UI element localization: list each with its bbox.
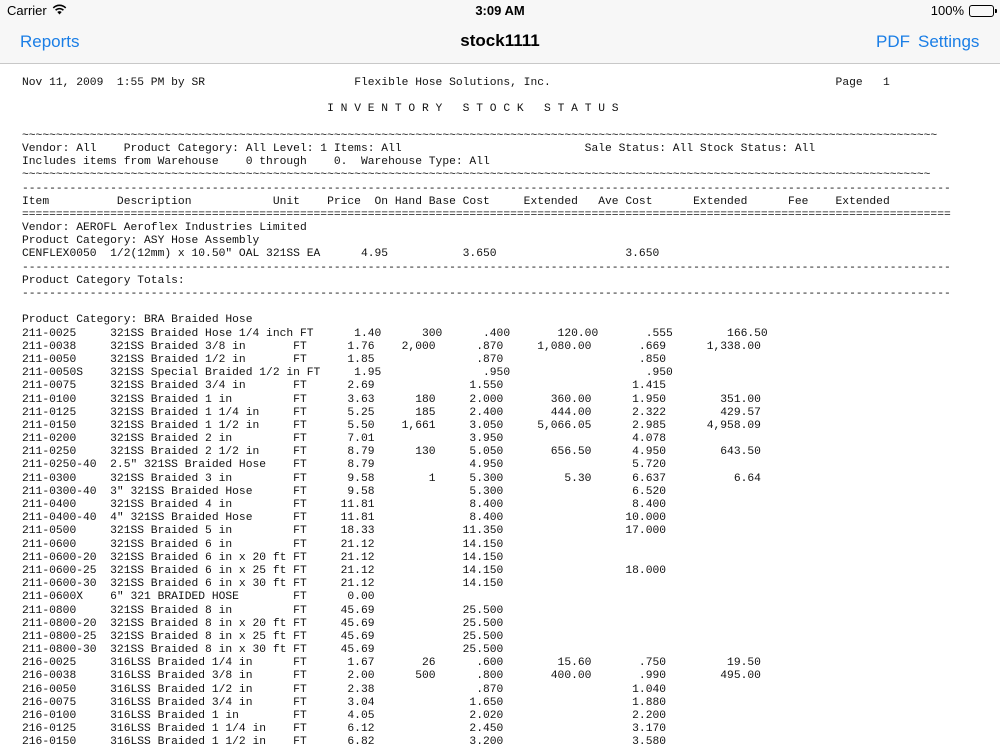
report-line: 211-0038 321SS Braided 3/8 in FT 1.76 2,000 .870 1,080.00 .669 1,338.00 [22, 340, 761, 353]
report-line: Vendor: AEROFL Aeroflex Industries Limited [22, 222, 307, 235]
report-line: 211-0800-25 321SS Braided 8 in x 25 ft FT 45.69 25.500 [22, 630, 504, 643]
report-line [22, 117, 951, 130]
status-time: 3:09 AM [475, 3, 525, 18]
report-text [22, 77, 951, 750]
report-line: 211-0100 321SS Braided 1 in FT 3.63 180 2.000 360.00 1.950 351.00 [22, 393, 761, 406]
report-line: 211-0025 321SS Braided Hose 1/4 inch FT 1.40 300 .400 120.00 .555 166.50 [22, 327, 768, 340]
report-line: 211-0075 321SS Braided 3/4 in FT 2.69 1.550 1.415 [22, 380, 667, 393]
battery-percent: 100% [930, 3, 964, 18]
report-line: ----------------------------------------------------------------------------------------------------------------------------------------- [22, 288, 951, 300]
report-line: 211-0400-40 4" 321SS Braided Hose FT 11.81 8.400 10.000 [22, 512, 667, 525]
report-line: 216-0125 316LSS Braided 1 1/4 in FT 6.12 2.450 3.170 [22, 723, 667, 736]
report-line: 211-0500 321SS Braided 5 in FT 18.33 11.350 17.000 [22, 525, 667, 538]
report-line: 211-0200 321SS Braided 2 in FT 7.01 3.950 4.078 [22, 433, 667, 446]
report-line: 211-0300-40 3" 321SS Braided Hose FT 9.58 5.300 6.520 [22, 485, 667, 498]
pdf-button[interactable]: PDF [876, 32, 910, 51]
report-title: I N V E N T O R Y S T O C K S T A T U S [327, 103, 619, 116]
report-line: 211-0600-25 321SS Braided 6 in x 25 ft FT 21.12 14.150 18.000 [22, 564, 667, 577]
status-right [931, 3, 994, 18]
report-line: 216-0025 316LSS Braided 1/4 in FT 1.67 26 .600 15.60 .750 19.50 [22, 657, 761, 670]
report-line: ========================================================================================================================================= [22, 208, 951, 221]
report-line: 211-0800-20 321SS Braided 8 in x 20 ft FT 45.69 25.500 [22, 617, 504, 630]
page-title: stock1111 [460, 31, 540, 50]
reports-back-button[interactable]: Reports [20, 32, 80, 51]
report-line: Product Category: BRA Braided Hose [22, 314, 253, 327]
report-line: 211-0250-40 2.5" 321SS Braided Hose FT 8.79 4.950 5.720 [22, 459, 667, 472]
report-line: ----------------------------------------------------------------------------------------------------------------------------------------- [22, 182, 951, 195]
report-line: 211-0600-20 321SS Braided 6 in x 20 ft FT 21.12 14.150 [22, 551, 504, 564]
report-line: Item Description Unit Price On Hand Base Cost Extended Ave Cost Extended Fee Extended [22, 195, 890, 208]
report-line: Product Category: ASY Hose Assembly [22, 235, 260, 248]
report-line: 211-0600-30 321SS Braided 6 in x 30 ft FT 21.12 14.150 [22, 578, 504, 591]
report-line: 211-0600X 6" 321 BRAIDED HOSE FT 0.00 [22, 591, 375, 604]
status-bar [0, 0, 1000, 20]
page-label: Page [835, 77, 863, 89]
report-line: 211-0050S 321SS Special Braided 1/2 in FT 1.95 .950 .950 [22, 367, 673, 380]
report-line: ----------------------------------------------------------------------------------------------------------------------------------------- [22, 261, 951, 274]
report-line: ~~~~~~~~~~~~~~~~~~~~~~~~~~~~~~~~~~~~~~~~~~~~~~~~~~~~~~~~~~~~~~~~~~~~~~~~~~~~~~~~~~~~~~~~~~~~~~~~~~~~~~~~~~~~~~~~~~~~~~~~~~~~~~~~~~~~~~ [22, 169, 931, 182]
report-line: Product Category Totals: [22, 274, 185, 287]
report-line: 216-0075 316LSS Braided 3/4 in FT 3.04 1.650 1.880 [22, 696, 667, 709]
report-line: 216-0150 316LSS Braided 1 1/2 in FT 6.82 3.200 3.580 [22, 736, 667, 749]
report-line: Includes items from Warehouse 0 through 0. Warehouse Type: All [22, 156, 490, 169]
report-line: 211-0600 321SS Braided 6 in FT 21.12 14.150 [22, 538, 504, 551]
report-view[interactable] [0, 65, 1000, 750]
report-title-line [22, 103, 951, 116]
report-line: 211-0125 321SS Braided 1 1/4 in FT 5.25 185 2.400 444.00 2.322 429.57 [22, 406, 761, 419]
carrier-label: Carrier [7, 3, 47, 18]
report-line: CENFLEX0050 1/2(12mm) x 10.50" OAL 321SS EA 4.95 3.650 3.650 [22, 248, 660, 261]
report-line: Vendor: All Product Category: All Level: 1 Items: All Sale Status: All Stock Status: All [22, 142, 816, 155]
report-line: 211-0150 321SS Braided 1 1/2 in FT 5.50 1,661 3.050 5,066.05 2.985 4,958.09 [22, 419, 761, 432]
report-line: 211-0800-30 321SS Braided 8 in x 30 ft FT 45.69 25.500 [22, 644, 504, 657]
report-line: 211-0250 321SS Braided 2 1/2 in FT 8.79 130 5.050 656.50 4.950 643.50 [22, 446, 761, 459]
report-lines [22, 117, 951, 750]
report-line: 211-0400 321SS Braided 4 in FT 11.81 8.400 8.400 [22, 499, 667, 511]
company-name: Flexible Hose Solutions, Inc. [354, 77, 551, 89]
report-line: 211-0050 321SS Braided 1/2 in FT 1.85 .870 .850 [22, 353, 667, 366]
page-number: 1 [883, 77, 890, 89]
report-line: 211-0300 321SS Braided 3 in FT 9.58 1 5.300 5.30 6.637 6.64 [22, 472, 761, 485]
report-line [22, 301, 951, 314]
report-line: 216-0100 316LSS Braided 1 in FT 4.05 2.020 2.200 [22, 710, 667, 722]
report-line: 216-0038 316LSS Braided 3/8 in FT 2.00 500 .800 400.00 .990 495.00 [22, 670, 761, 683]
navigation-bar [0, 20, 1000, 64]
settings-button[interactable]: Settings [918, 32, 980, 51]
report-date: Nov 11, 2009 1:55 PM by SR [22, 77, 206, 89]
report-line: 216-0050 316LSS Braided 1/2 in FT 2.38 .870 1.040 [22, 683, 667, 696]
report-line: ~~~~~~~~~~~~~~~~~~~~~~~~~~~~~~~~~~~~~~~~~~~~~~~~~~~~~~~~~~~~~~~~~~~~~~~~~~~~~~~~~~~~~~~~~~~~~~~~~~~~~~~~~~~~~~~~~~~~~~~~~~~~~~~~~~~~~~~ [22, 129, 938, 142]
report-header-line [22, 77, 951, 90]
report-title-line [22, 90, 951, 103]
report-line: 211-0800 321SS Braided 8 in FT 45.69 25.500 [22, 604, 504, 617]
battery-icon [969, 5, 994, 17]
